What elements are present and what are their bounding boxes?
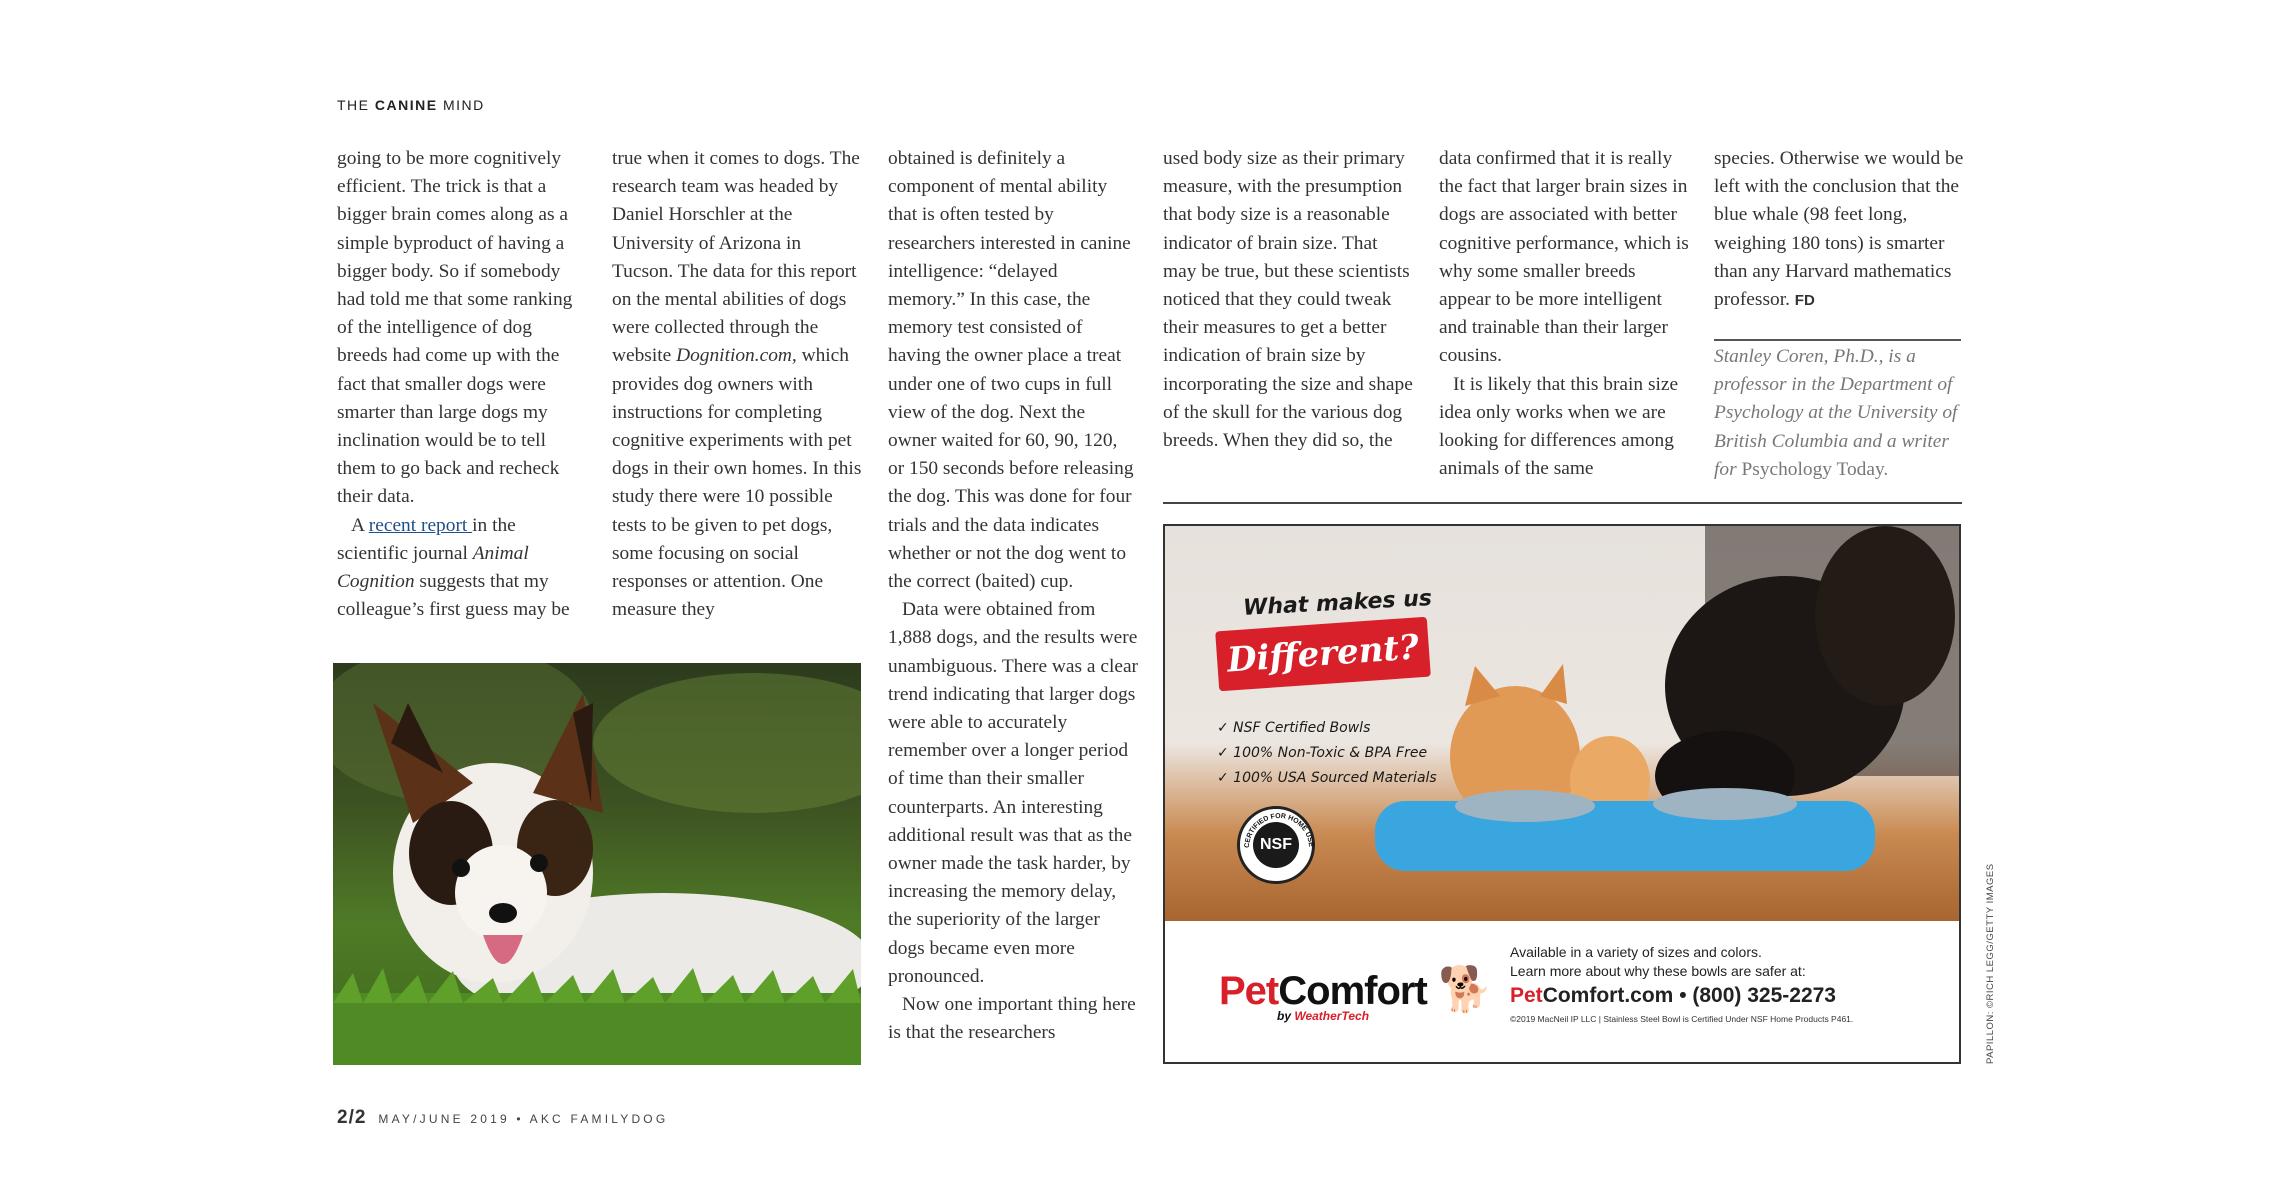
article-column-4 — [1163, 145, 1413, 455]
petcomfort-ad[interactable] — [1163, 524, 1961, 1064]
paragraph: going to be more cognitively efficient. The trick is that a bigger brain comes along as a simple byproduct of having a bigger body. So if somebody had told me that some ranking of the intelligence of dog breeds had come up with the fact that smaller dogs were smarter than large dogs my inclination would be to tell them to go back and recheck their data. — [337, 148, 573, 508]
ad-headline: What makes us — [1242, 586, 1433, 621]
paragraph: A recent report in the scientific journal Animal Cognition suggests that my colleague’s first guess may be — [337, 514, 570, 621]
paragraph: Data were obtained from 1,888 dogs, and the results were unambiguous. There was a clear trend indicating that larger dogs were able to accurately remember over a longer period of time than their smaller counterparts. An interesting additional result was that as the owner made the task harder, by increasing the memory delay, the superiority of the larger dogs became even more pronounced. — [888, 599, 1139, 987]
feature-item: ✓ 100% USA Sourced Materials — [1217, 770, 1437, 786]
paragraph: used body size as their primary measure, with the presumption that body size is a reasonable indicator of brain size. That may be true, but these scientists noticed that they could tweak their measures to get a better indication of brain size by incorporating the size and shape of the skull for the various dog breeds. When they did so, the — [1163, 148, 1413, 452]
svg-text:CERTIFIED FOR HOME USE: CERTIFIED FOR HOME USE — [1243, 812, 1315, 849]
paragraph: true when it comes to dogs. The research team was headed by Daniel Horschler at the University of Arizona in Tucson. The data for this report on the mental abilities of dogs were collected through the website Dognition.com, which provides dog owners with instructions for completing cognitive experiments with pet dogs in their own homes. In this study there were 10 possible tests to be given to pet dogs, some focusing on social responses or attention. One measure they — [612, 148, 862, 621]
end-mark: FD — [1794, 292, 1815, 310]
nsf-badge — [1237, 806, 1315, 884]
bio-divider — [1714, 339, 1961, 341]
article-column-3 — [888, 145, 1138, 1048]
paragraph: It is likely that this brain size idea only works when we are looking for differences among animals of the same — [1439, 373, 1679, 480]
paragraph: species. Otherwise we would be left with the conclusion that the blue whale (98 feet long, weighing 180 tons) is smarter than any Harvard mathematics professor. FD — [1714, 148, 1964, 311]
author-bio: Stanley Coren, Ph.D., is a professor in the Department of Psychology at the University of British Columbia and a writer for Psychology Today. — [1714, 346, 1958, 480]
magazine-issue: MAY/JUNE 2019 • AKC FAMILYDOG — [378, 1112, 669, 1126]
petcomfort-logo: PetComfort 🐕 — [1219, 965, 1492, 1014]
logo-byline: by WeatherTech — [1277, 1009, 1370, 1023]
section-label: THE CANINE MIND — [337, 97, 485, 113]
nsf-ring-text — [1240, 809, 1318, 887]
feature-item: ✓ 100% Non-Toxic & BPA Free — [1217, 745, 1428, 761]
article-column-5 — [1439, 145, 1689, 483]
page-number: 2/2 — [337, 1107, 367, 1128]
article-column-2 — [612, 145, 862, 624]
recent-report-link[interactable]: recent report — [368, 514, 473, 536]
ad-divider — [1163, 502, 1962, 504]
ad-footer — [1165, 921, 1959, 1064]
ad-url-phone[interactable]: PetComfort.com • (800) 325-2273 — [1510, 984, 1836, 1007]
ad-banner: Different? — [1215, 617, 1431, 692]
page-footer — [337, 1107, 668, 1129]
ad-info-line: Available in a variety of sizes and colors. — [1510, 944, 1762, 960]
nsf-mark: NSF — [1253, 822, 1299, 868]
photo-credit: PAPILLON: ©RICH LEGG/GETTY IMAGES — [1985, 863, 1996, 1064]
article-column-1 — [337, 145, 587, 624]
article-column-6 — [1714, 145, 1964, 315]
paragraph: Now one important thing here is that the researchers — [888, 994, 1136, 1044]
papillon-illustration — [333, 663, 861, 1065]
ad-scene — [1165, 526, 1959, 921]
ad-info-line: Learn more about why these bowls are safer at: — [1510, 963, 1806, 979]
ad-info — [1510, 943, 1950, 1027]
paragraph: data confirmed that it is really the fact that larger brain sizes in dogs are associated with better cognitive performance, which is why some smaller breeds appear to be more intelligent and trainable than their larger cousins. — [1439, 148, 1689, 367]
feature-item: ✓ NSF Certified Bowls — [1217, 720, 1371, 736]
paragraph: obtained is definitely a component of mental ability that is often tested by researchers interested in canine intelligence: “delayed memory.” In this case, the memory test consisted of having the owner place a treat under one of two cups in full view of the dog. Next the owner waited for 60, 90, 120, or 150 seconds before releasing the dog. This was done for four trials and the data indicates whether or not the dog went to the correct (baited) cup. — [888, 148, 1134, 593]
papillon-photo — [333, 663, 861, 1065]
ad-feature-list — [1217, 716, 1437, 791]
ad-legal: ©2019 MacNeil IP LLC | Stainless Steel Bowl is Certified Under NSF Home Products P461. — [1510, 1014, 1854, 1024]
